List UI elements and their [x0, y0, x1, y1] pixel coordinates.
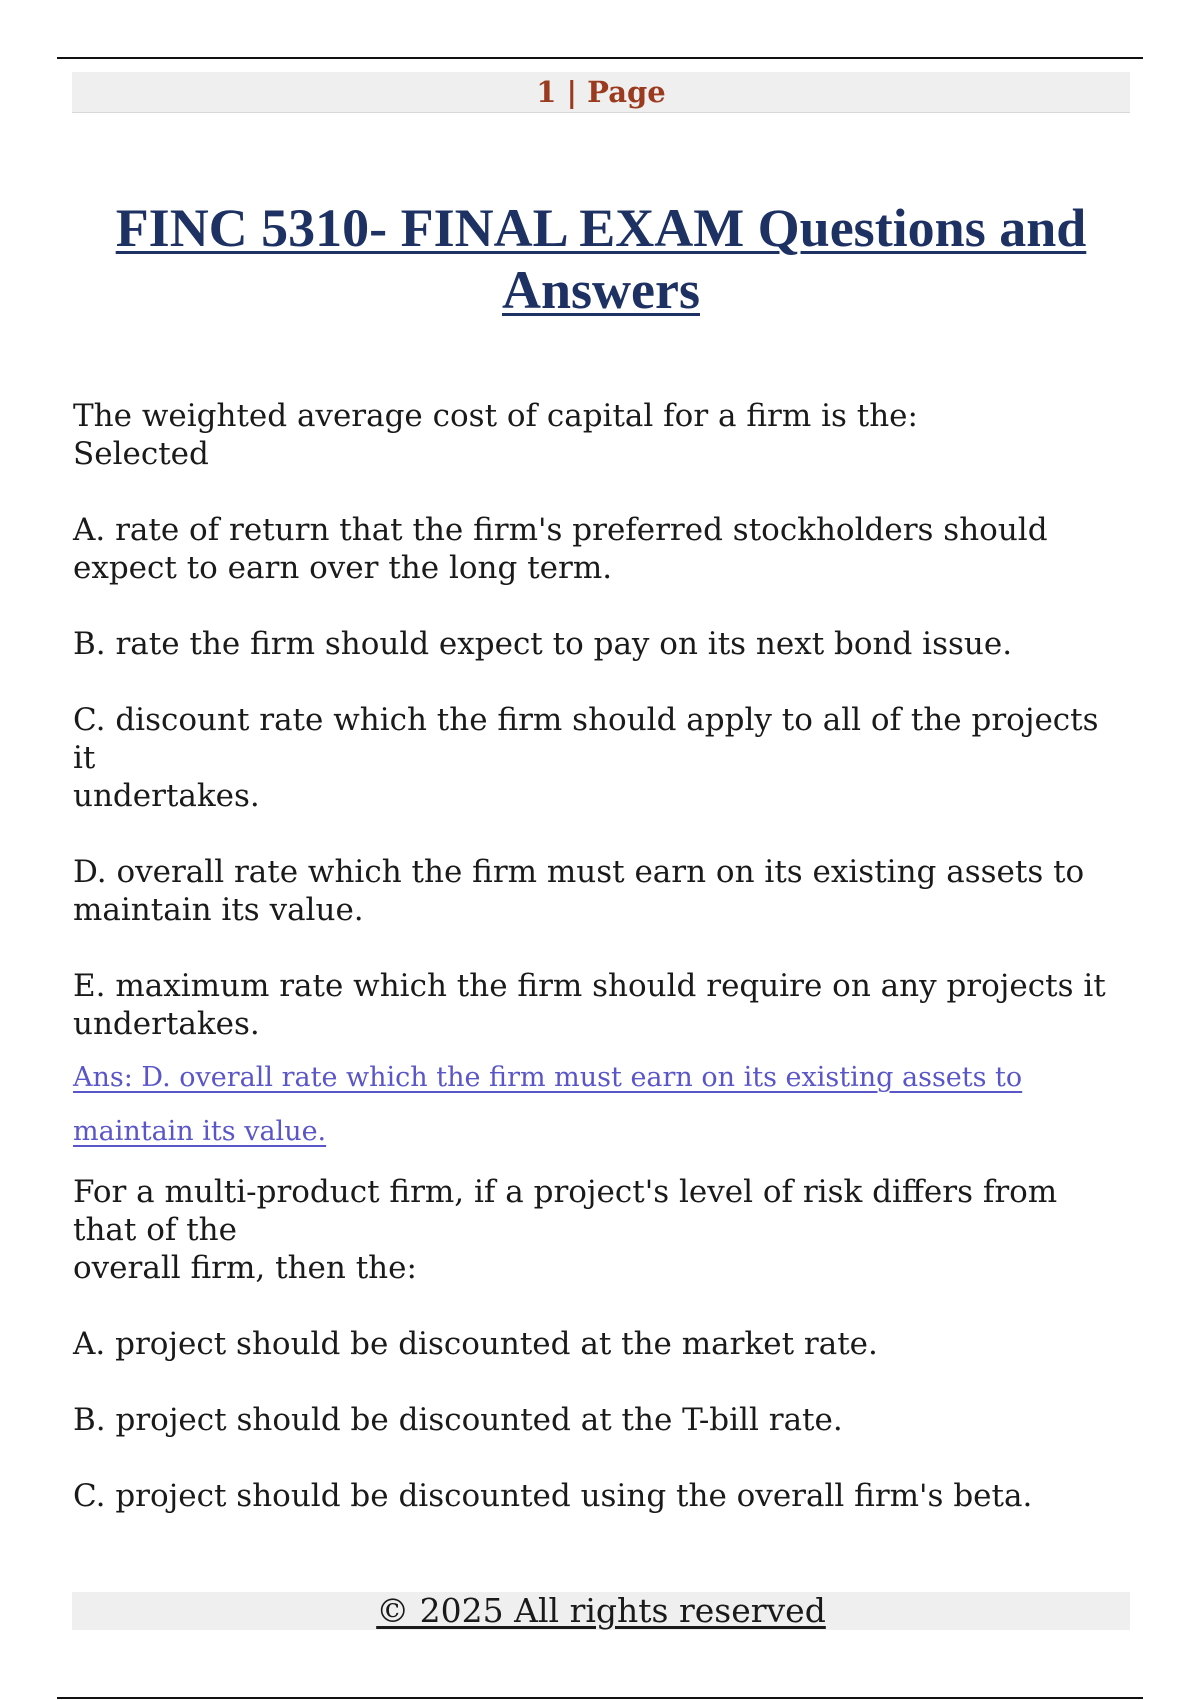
document-title: FINC 5310- FINAL EXAM Questions and Answers — [115, 198, 1087, 320]
question-2-option-b: B. project should be discounted at the T-bill rate. — [73, 1402, 843, 1438]
question-1-option-b: B. rate the firm should expect to pay on its next bond issue. — [73, 626, 1013, 662]
question-1-stem: The weighted average cost of capital for a firm is the: Selected — [73, 398, 918, 472]
page-number-label: 1 | Page — [536, 75, 666, 109]
question-1-option-a: A. rate of return that the firm's preferred stockholders should expect to earn over the long term. — [73, 512, 1048, 586]
question-2-option-a: A. project should be discounted at the market rate. — [73, 1326, 878, 1362]
question-1-answer-link[interactable]: Ans: D. overall rate which the firm must earn on its existing assets to maintain its value. — [73, 1062, 1023, 1147]
copyright-text: © 2025 All rights reserved — [376, 1591, 826, 1630]
question-2-stem: For a multi-product firm, if a project's level of risk differs from that of the overall firm, then the: — [73, 1174, 1058, 1286]
question-2-option-c: C. project should be discounted using the overall firm's beta. — [73, 1478, 1033, 1514]
document-body — [73, 397, 1128, 1515]
top-rule — [57, 57, 1143, 59]
question-1-option-d: D. overall rate which the firm must earn on its existing assets to maintain its value. — [73, 854, 1085, 928]
page-footer — [72, 1592, 1130, 1630]
question-1-option-c: C. discount rate which the firm should apply to all of the projects it undertakes. — [73, 702, 1099, 814]
bottom-rule — [57, 1697, 1143, 1699]
question-1-option-e: E. maximum rate which the firm should require on any projects it undertakes. — [73, 968, 1106, 1042]
page-header — [72, 72, 1130, 113]
